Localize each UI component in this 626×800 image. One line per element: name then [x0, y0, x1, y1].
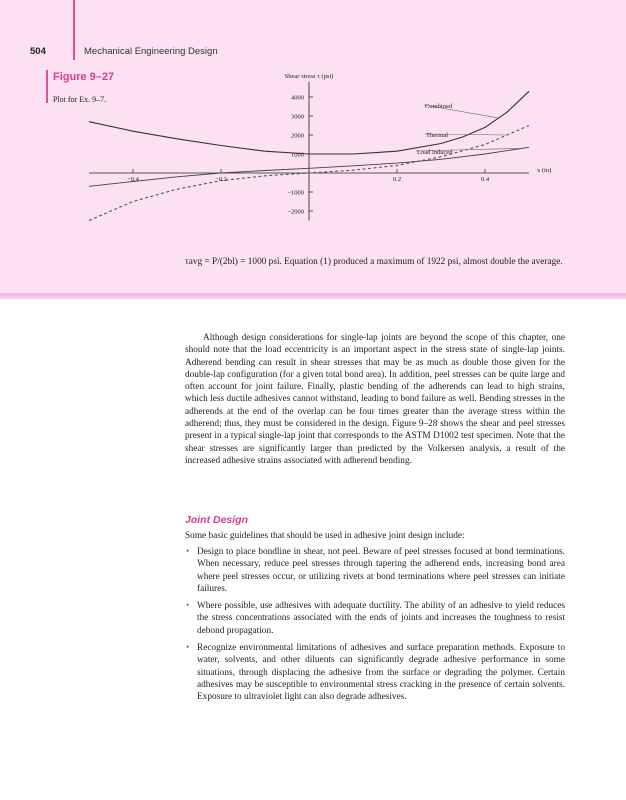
figure-band-edge: [0, 293, 626, 299]
list-item-text: Recognize environmental limitations of adhesives and surface preparation methods. Exposure to water, solvents, and other diluents can significantly degrade adhesive performance in some situations, through displacing the adhesive from the surface or degrading the polymer. Certain adhesives may be susceptible to environmental stress cracking in the presence of certain solvents. Exposure to ultraviolet light can also degrade adhesives.: [197, 643, 565, 703]
page-number: 504: [30, 46, 46, 57]
x-tick-label: 0.2: [392, 176, 402, 183]
equation-line: τavg = P/(2bl) = 1000 psi. Equation (1) produced a maximum of 1922 psi, almost double the average.: [185, 257, 563, 267]
y-tick-label: −1000: [287, 189, 304, 197]
shear-stress-chart: [127, 70, 552, 230]
running-title: Mechanical Engineering Design: [84, 46, 218, 57]
x-tick-label: −0.2: [215, 176, 227, 183]
bullet-icon: •: [186, 601, 190, 612]
bullet-icon: •: [186, 643, 190, 654]
list-item-text: Where possible, use adhesives with adequate ductility. The ability of an adhesive to yield reduces the stress concentrations associated with the ends of joints and increases the toughness to resist debond propagation.: [197, 601, 565, 636]
section-heading: Joint Design: [185, 514, 249, 526]
list-item: [185, 600, 565, 637]
y-axis-title: Shear stress τ (psi): [284, 73, 334, 80]
legend-label: Combined: [425, 103, 453, 110]
x-tick-label: −0.4: [127, 176, 139, 183]
body-paragraph: Although design considerations for single-lap joints are beyond the scope of this chapter, one should note that the load eccentricity is an important aspect in the stress state of single-lap joints. Adherend bending can result in shear stresses that may be as much as double those given for the double-lap configuration (for a given total bond area). In addition, peel stresses can be quite large and often account for joint failure. Finally, plastic bending of the adherends can lead to high strains, which less ductile adhesives cannot withstand, leading to bond failure as well. Bending stresses in the adherends at the end of the overlap can be four times greater than the average stress within the adherend; thus, they must be considered in the design. Figure 9–28 shows the shear and peel stresses present in a typical single-lap joint that corresponds to the ASTM D1002 test specimen. Note that the shear stresses are significantly larger than predicted by the Volkersen analysis, a result of the increased adhesive strains associated with adherend bending.: [185, 333, 565, 466]
y-tick-label: 3000: [291, 113, 304, 121]
list-item: [185, 546, 565, 595]
header-rule: [73, 0, 75, 60]
x-tick-label: 0.4: [480, 176, 490, 183]
legend-label: Thermal: [426, 132, 449, 139]
y-tick-label: 2000: [291, 132, 304, 140]
figure-caption: Plot for Ex. 9–7.: [53, 95, 107, 104]
body-text: [185, 332, 565, 467]
guidelines-list: [185, 546, 565, 709]
y-tick-label: −2000: [287, 208, 304, 216]
figure-label: Figure 9–27: [53, 71, 115, 83]
section-intro: Some basic guidelines that should be used in adhesive joint design include:: [185, 531, 465, 541]
bullet-icon: •: [186, 547, 190, 557]
list-item: [185, 642, 565, 703]
x-axis-title: x (in): [537, 167, 552, 174]
figure-label-rule: [46, 70, 48, 103]
y-tick-label: 1000: [291, 151, 304, 159]
list-item-text: Design to place bondline in shear, not peel. Beware of peel stresses focused at bond terminations. When necessary, reduce peel stresses through tapering the adherend ends, increasing bond area where peel stresses occur, or utilizing rivets at bond terminations where peel stresses can initiate failures.: [197, 547, 565, 594]
legend-label: Load induced: [417, 149, 453, 156]
y-tick-label: 4000: [291, 94, 304, 102]
